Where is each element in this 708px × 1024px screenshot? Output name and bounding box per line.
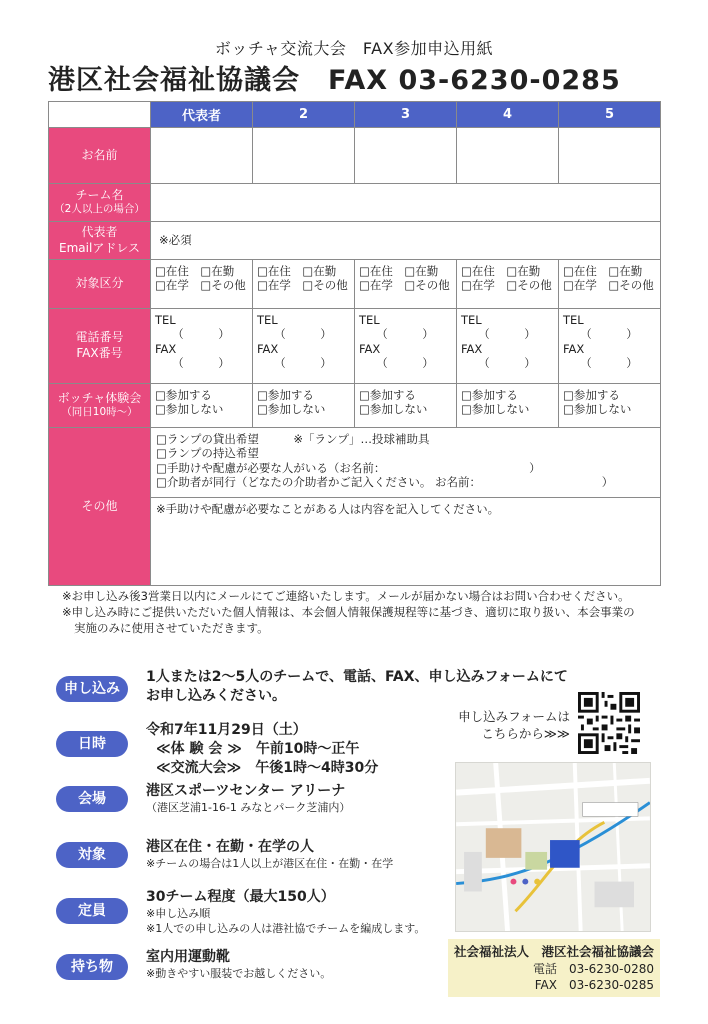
qr-label-line1: 申し込みフォームは [458, 709, 570, 724]
tel-paren: （ ） [257, 327, 332, 342]
date-line2: ≪体 験 会 ≫ 午前10時～正午 [156, 740, 360, 757]
tel-paren: （ ） [563, 327, 638, 342]
target-badge: 対象 [56, 842, 128, 868]
capacity-line1: 30チーム程度（最大150人） [146, 889, 335, 905]
apply-line1: 1人または2～5人のチームで、電話、FAX、申し込みフォームにて [146, 669, 568, 685]
phone-cell-2[interactable] [253, 309, 355, 384]
name-field-4[interactable] [457, 128, 559, 184]
caregiver-checkbox[interactable]: □介助者が同行（どなたの介助者かご記入ください。 お名前： ） [156, 475, 614, 490]
bring-line2: ※動きやすい服装でお越しください。 [146, 966, 332, 980]
category-line2: □在学 □その他 [461, 278, 552, 293]
capacity-line3: ※1人での申し込みの人は港社協でチームを編成します。 [146, 921, 426, 935]
email-required-note: ※必須 [159, 233, 192, 248]
fax-paren: （ ） [359, 356, 434, 371]
phone-cell-3[interactable] [355, 309, 457, 384]
venue-badge: 会場 [56, 786, 128, 812]
row-label-other: その他 [49, 428, 151, 586]
trial-cell-1[interactable] [151, 384, 253, 428]
fax-paren: （ ） [257, 356, 332, 371]
venue-line2: （港区芝浦1-16-1 みなとパーク芝浦内） [146, 800, 351, 814]
fax-label: FAX [359, 341, 381, 356]
row-label-category: 対象区分 [49, 260, 151, 309]
trial-cell-3[interactable] [355, 384, 457, 428]
date-line3: ≪交流大会≫ 午後1時～4時30分 [156, 759, 379, 776]
venue-line1: 港区スポーツセンター アリーナ [146, 783, 346, 799]
trial-cell-2[interactable] [253, 384, 355, 428]
target-info [146, 838, 393, 872]
assistance-needed-checkbox[interactable]: □手助けや配慮が必要な人がいる（お名前： ） [156, 460, 541, 475]
trial-no-checkbox[interactable]: □参加しない [257, 402, 326, 417]
date-line1: 令和7年11月29日（土） [146, 722, 307, 738]
qr-label [420, 709, 570, 743]
team-label-line1: チーム名 [75, 187, 124, 202]
row-label-phone [49, 309, 151, 384]
phone-label-line2: FAX番号 [76, 346, 123, 360]
target-line1: 港区在住・在勤・在学の人 [146, 839, 314, 855]
lamp-bring-checkbox[interactable]: □ランプの持込希望 [156, 446, 259, 461]
lamp-rental-checkbox[interactable]: □ランプの貸出希望 ※「ランプ」…投球補助具 [156, 432, 430, 446]
capacity-badge: 定員 [56, 898, 128, 924]
date-info [146, 721, 378, 778]
column-header-3: 3 [355, 102, 457, 128]
org-fax: FAX 03-6230-0285 [534, 978, 654, 993]
tel-label: TEL [257, 313, 278, 327]
bring-info [146, 948, 331, 982]
fax-label: FAX [257, 341, 279, 356]
tel-label: TEL [155, 313, 176, 327]
qr-label-line2: こちらから≫≫ [481, 725, 570, 741]
category-line1: □在住 □在勤 [257, 264, 337, 278]
row-label-trial [49, 384, 151, 428]
trial-yes-checkbox[interactable]: □参加する [257, 388, 314, 402]
fax-label: FAX [155, 341, 177, 356]
category-line1: □在住 □在勤 [563, 264, 643, 278]
date-badge: 日時 [56, 731, 128, 757]
trial-yes-checkbox[interactable]: □参加する [563, 388, 620, 402]
bring-line1: 室内用運動靴 [146, 949, 230, 965]
category-cell-3[interactable] [355, 260, 457, 309]
trial-cell-4[interactable] [457, 384, 559, 428]
email-field[interactable] [151, 222, 661, 260]
team-label-line2: （2人以上の場合） [54, 203, 145, 216]
category-cell-4[interactable] [457, 260, 559, 309]
category-line2: □在学 □その他 [257, 278, 348, 293]
trial-cell-5[interactable] [559, 384, 661, 428]
category-cell-2[interactable] [253, 260, 355, 309]
apply-info [146, 668, 568, 706]
trial-yes-checkbox[interactable]: □参加する [155, 388, 212, 402]
category-line1: □在住 □在勤 [155, 264, 235, 278]
trial-label-line2: （同日10時～） [61, 406, 138, 419]
trial-no-checkbox[interactable]: □参加しない [155, 402, 224, 417]
trial-no-checkbox[interactable]: □参加しない [461, 402, 530, 417]
target-line2: ※チームの場合は1人以上が港区在住・在勤・在学 [146, 856, 394, 870]
phone-label-line1: 電話番号 [75, 330, 124, 345]
qr-code-icon[interactable] [578, 692, 640, 754]
bring-badge: 持ち物 [56, 954, 128, 980]
org-name: 社会福祉法人 港区社会福祉協議会 [454, 944, 655, 959]
apply-badge: 申し込み [56, 676, 128, 702]
tel-label: TEL [461, 313, 482, 327]
team-name-field[interactable] [151, 184, 661, 222]
note-reply: ※お申し込み後3営業日以内にメールにてご連絡いたします。メールが届かない場合はお問い合わせください。 [62, 589, 630, 603]
trial-label-line1: ボッチャ体験会 [57, 390, 142, 405]
trial-yes-checkbox[interactable]: □参加する [359, 388, 416, 402]
page-title: 港区社会福祉協議会 FAX 03-6230-0285 [48, 65, 621, 96]
other-options-cell[interactable] [151, 428, 661, 498]
tel-paren: （ ） [359, 327, 434, 342]
phone-cell-4[interactable] [457, 309, 559, 384]
trial-yes-checkbox[interactable]: □参加する [461, 388, 518, 402]
row-label-name: お名前 [49, 128, 151, 184]
apply-line2: お申し込みください。 [146, 687, 286, 704]
tel-label: TEL [359, 313, 380, 327]
category-line2: □在学 □その他 [563, 278, 654, 293]
category-line2: □在学 □その他 [155, 278, 246, 293]
category-line1: □在住 □在勤 [359, 264, 439, 278]
fax-paren: （ ） [461, 356, 536, 371]
row-label-email [49, 222, 151, 260]
other-details-field[interactable] [151, 498, 661, 586]
note-privacy: ※申し込み時にご提供いただいた個人情報は、本会個人情報保護規程等に基づき、適切に取り扱い、本会事業の実施のみに使用させていただきます。 [62, 605, 635, 636]
tel-paren: （ ） [155, 327, 230, 342]
category-cell-5[interactable] [559, 260, 661, 309]
name-field-3[interactable] [355, 128, 457, 184]
name-field-2[interactable] [253, 128, 355, 184]
tel-paren: （ ） [461, 327, 536, 342]
name-field-5[interactable] [559, 128, 661, 184]
trial-no-checkbox[interactable]: □参加しない [359, 402, 428, 417]
email-label-line2: Emailアドレス [59, 240, 140, 255]
tel-label: TEL [563, 313, 584, 327]
column-header-4: 4 [457, 102, 559, 128]
column-header-2: 2 [253, 102, 355, 128]
venue-info [146, 782, 350, 816]
category-line2: □在学 □その他 [359, 278, 450, 293]
phone-cell-5[interactable] [559, 309, 661, 384]
email-label-line1: 代表者 [81, 224, 118, 239]
fax-paren: （ ） [563, 356, 638, 371]
capacity-line2: ※申し込み順 [146, 906, 211, 920]
category-line1: □在住 □在勤 [461, 264, 541, 278]
form-subtitle: ボッチャ交流大会 FAX参加申込用紙 [214, 39, 494, 58]
org-tel: 電話 03-6230-0280 [532, 961, 654, 976]
venue-map [455, 762, 651, 932]
notes [62, 588, 642, 636]
fax-paren: （ ） [155, 356, 230, 371]
fax-label: FAX [461, 341, 483, 356]
other-details-note: ※手助けや配慮が必要なことがある人は内容を記入してください。 [156, 502, 500, 516]
trial-no-checkbox[interactable]: □参加しない [563, 402, 632, 417]
row-label-team [49, 184, 151, 222]
header-corner [49, 102, 151, 128]
fax-label: FAX [563, 341, 585, 356]
capacity-info [146, 888, 425, 937]
application-form-table [48, 101, 661, 586]
column-header-representative: 代表者 [151, 102, 253, 128]
organization-contact [448, 939, 660, 997]
name-field-1[interactable] [151, 128, 253, 184]
phone-cell-1[interactable] [151, 309, 253, 384]
category-cell-1[interactable] [151, 260, 253, 309]
column-header-5: 5 [559, 102, 661, 128]
